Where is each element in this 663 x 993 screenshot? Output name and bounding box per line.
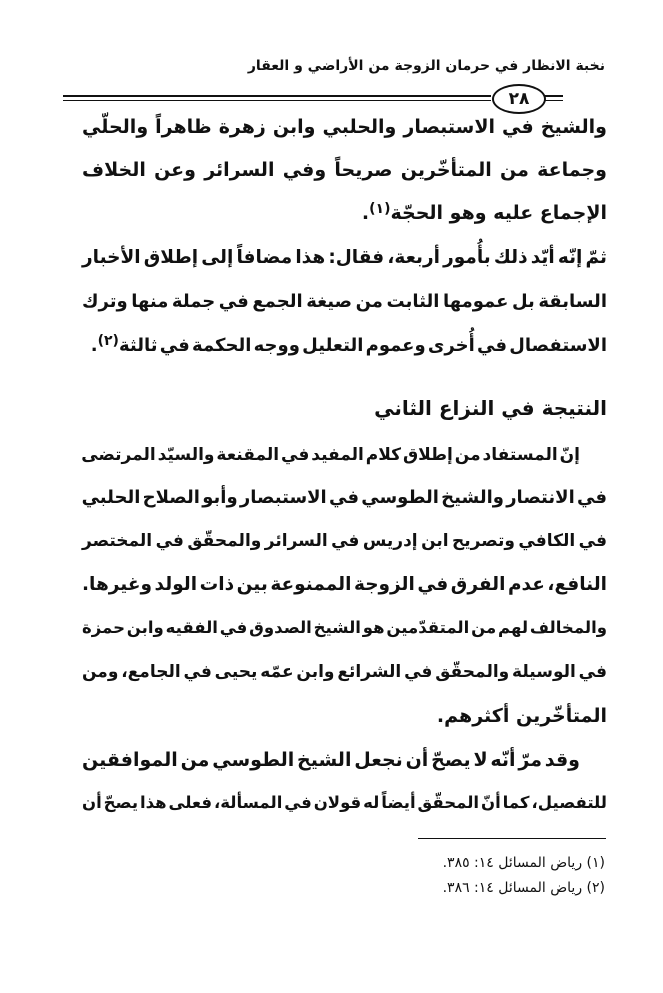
footnote-1: (١) رياض المسائل ١٤: ٣٨٥. xyxy=(442,855,605,871)
text-line: وقد مرّ أنّه لا يصحّ أن نجعل الشيخ الطوسي من الموافقين xyxy=(82,749,580,771)
page-number: ٢٨ xyxy=(492,84,546,114)
text-segment: الإجماع عليه وهو الحجّة xyxy=(390,202,607,224)
text-line: المتأخّرين أكثرهم. xyxy=(436,705,607,727)
footnote-ref: (١) xyxy=(369,201,391,217)
text-line: في الانتصار والشيخ الطوسي في الاستبصار وأبو الصلاح الحلبي xyxy=(81,487,607,508)
text-line: للتفصيل، كما أنّ المحقّق أيضاً له قولان في المسألة، فعلى هذا يصحّ أن xyxy=(82,793,607,812)
text-line: والشيخ في الاستبصار والحلبي وابن زهرة ظاهراً والحلّي xyxy=(82,116,607,138)
text-line: ثمّ إنّه أيّد ذلك بأُمور أربعة، فقال: هذا مضافاً إلى إطلاق الأخبار xyxy=(82,247,607,268)
section-heading: النتيجة في النزاع الثاني xyxy=(374,396,607,420)
text-line: والمخالف لهم من المتقدّمين هو الشيخ الصدوق في الفقيه وابن حمزة xyxy=(82,618,607,637)
footnote-2: (٢) رياض المسائل ١٤: ٣٨٦. xyxy=(442,880,605,896)
header-rule xyxy=(63,95,491,101)
footnote-rule xyxy=(418,838,606,839)
text-segment: الاستفصال في أُخرى وعموم التعليل ووجه الحكمة في ثالثة xyxy=(118,335,607,356)
text-line: في الكافي وتصريح ابن إدريس في السرائر والمحقّق في المختصر xyxy=(82,531,607,551)
header-rule-end xyxy=(545,95,563,101)
text-line: الإجماع عليه وهو الحجّة$^{(١)}$. xyxy=(361,201,607,224)
running-header-title: نخبة الانظار في حرمان الزوجة من الأراضي و العقار xyxy=(247,58,605,74)
text-line: في الوسيلة والمحقّق في الشرائع وابن عمّه يحيى في الجامع، ومن xyxy=(82,662,607,682)
text-line: النافع، عدم الفرق في الزوجة الممنوعة بين ذات الولد وغيرها. xyxy=(82,574,607,595)
footnote-ref: (٢) xyxy=(97,333,119,349)
text-line: السابقة بل عمومها الثابت من صيغة الجمع في جملة منها وترك xyxy=(82,291,607,312)
text-line: إنّ المستفاد من إطلاق كلام المفيد في المقنعة والسيّد المرتضى xyxy=(81,445,580,465)
text-line: وجماعة من المتأخّرين صريحاً وفي السرائر وعن الخلاف xyxy=(82,159,607,181)
text-line: الاستفصال في أُخرى وعموم التعليل ووجه الحكمة في ثالثة$^{(٢)}$. xyxy=(90,333,607,356)
